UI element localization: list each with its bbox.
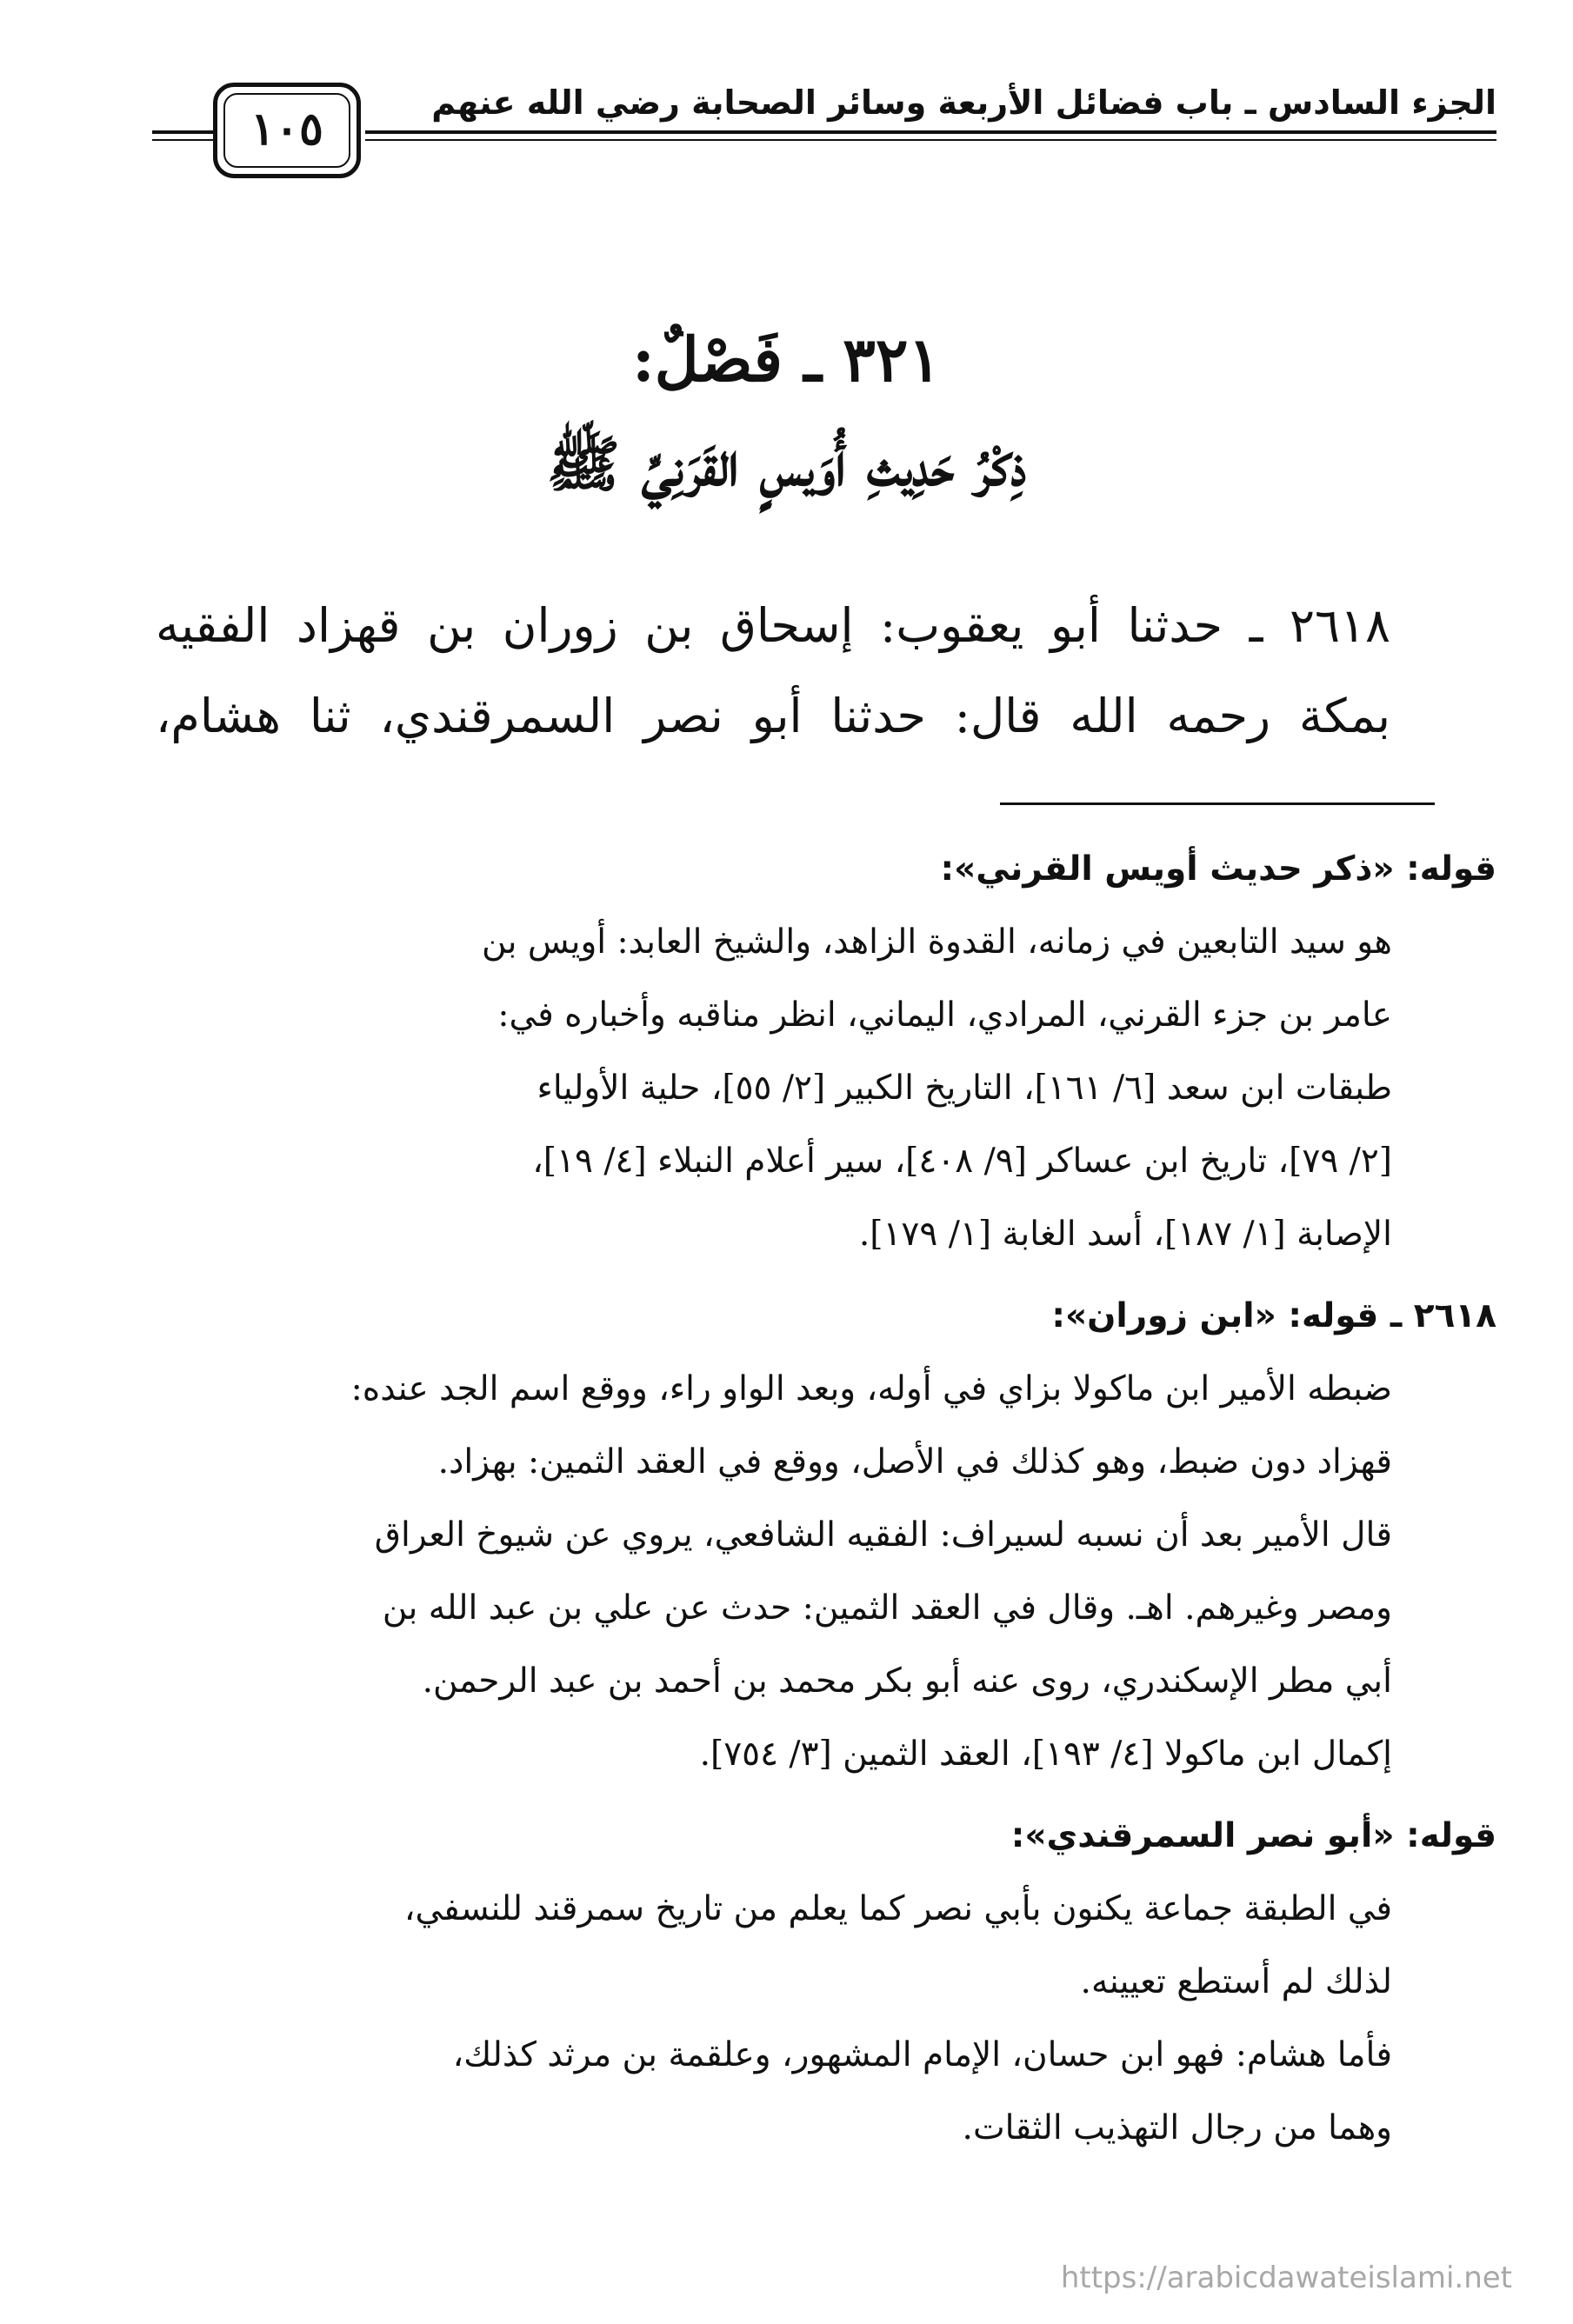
note-line: عامر بن جزء القرني، المرادي، اليماني، انظر مناقبه وأخباره في: (497, 996, 1392, 1035)
note-line: [٢/ ٧٩]، تاريخ ابن عساكر [٩/ ٤٠٨]، سير أعلام النبلاء [٤/ ١٩]، (532, 1142, 1392, 1181)
note-heading: قوله: «ذكر حديث أويس القرني»: (940, 849, 1496, 889)
header-rule-left-lower (152, 139, 213, 141)
footnote-separator (1000, 802, 1435, 805)
note-ibn-zawran (140, 1280, 1496, 1791)
note-line: ضبطه الأمير ابن ماكولا بزاي في أوله، وبعد الواو راء، ووقع اسم الجد عنده: (350, 1369, 1392, 1408)
note-ovais-biography (140, 833, 1496, 1271)
note-line: في الطبقة جماعة يكنون بأبي نصر كما يعلم من تاريخ سمرقند للنسفي، (403, 1889, 1392, 1928)
section-title-heading: ذِكْرُ حَدِيثِ أُوَيسٍ القَرَنِيِّ ﷺ (546, 428, 1027, 500)
main-text-line: ٢٦١٨ ـ حدثنا أبو يعقوب: إسحاق بن زوران بن قهزاد الفقيه (156, 598, 1390, 653)
note-line: إكمال ابن ماكولا [٤/ ١٩٣]، العقد الثمين [٣/ ٧٥٤]. (699, 1735, 1392, 1774)
watermark-url: https://arabicdawateislami.net (1060, 2261, 1512, 2295)
header-rule-right (365, 130, 1496, 134)
note-line: ومصر وغيرهم. اهـ. وقال في العقد الثمين: حدث عن علي بن عبد الله بن (382, 1588, 1392, 1628)
note-abu-nasr (140, 1800, 1496, 2165)
note-line: أبي مطر الإسكندري، روى عنه أبو بكر محمد بن أحمد بن عبد الرحمن. (422, 1661, 1392, 1701)
header-rule-left (152, 130, 213, 134)
main-text-line: بمكة رحمه الله قال: حدثنا أبو نصر السمرقندي، ثنا هشام، (156, 689, 1390, 743)
note-line: قال الأمير بعد أن نسبه لسيراف: الفقيه الشافعي، يروي عن شيوخ العراق (374, 1515, 1392, 1555)
note-line: لذلك لم أستطع تعيينه. (1080, 1962, 1392, 2001)
section-number-heading: ٣٢١ ـ فَصْلٌ: (631, 323, 942, 396)
note-line: فأما هشام: فهو ابن حسان، الإمام المشهور، وعلقمة بن مرثد كذلك، (452, 2035, 1392, 2074)
note-line: وهما من رجال التهذيب الثقات. (962, 2108, 1392, 2148)
page-number-frame (213, 83, 361, 178)
note-line: الإصابة [١/ ١٨٧]، أسد الغابة [١/ ١٧٩]. (858, 1215, 1392, 1254)
note-heading: ٢٦١٨ ـ قوله: «ابن زوران»: (1051, 1296, 1496, 1335)
running-header-title: الجزء السادس ـ باب فضائل الأربعة وسائر الصحابة رضي الله عنهم (431, 83, 1496, 122)
page-number: ١٠٥ (250, 103, 323, 156)
commentary-notes (140, 833, 1496, 2165)
note-heading: قوله: «أبو نصر السمرقندي»: (1010, 1816, 1496, 1855)
note-line: طبقات ابن سعد [٦/ ١٦١]، التاريخ الكبير [٢/ ٥٥]، حلية الأولياء (537, 1069, 1392, 1108)
note-line: هو سيد التابعين في زمانه، القدوة الزاهد، والشيخ العابد: أويس بن (481, 922, 1392, 962)
main-hadith-text (156, 581, 1390, 762)
note-line: قهزاد دون ضبط، وهو كذلك في الأصل، ووقع في العقد الثمين: بهزاد. (437, 1442, 1392, 1482)
header-rule-right-lower (365, 139, 1496, 141)
